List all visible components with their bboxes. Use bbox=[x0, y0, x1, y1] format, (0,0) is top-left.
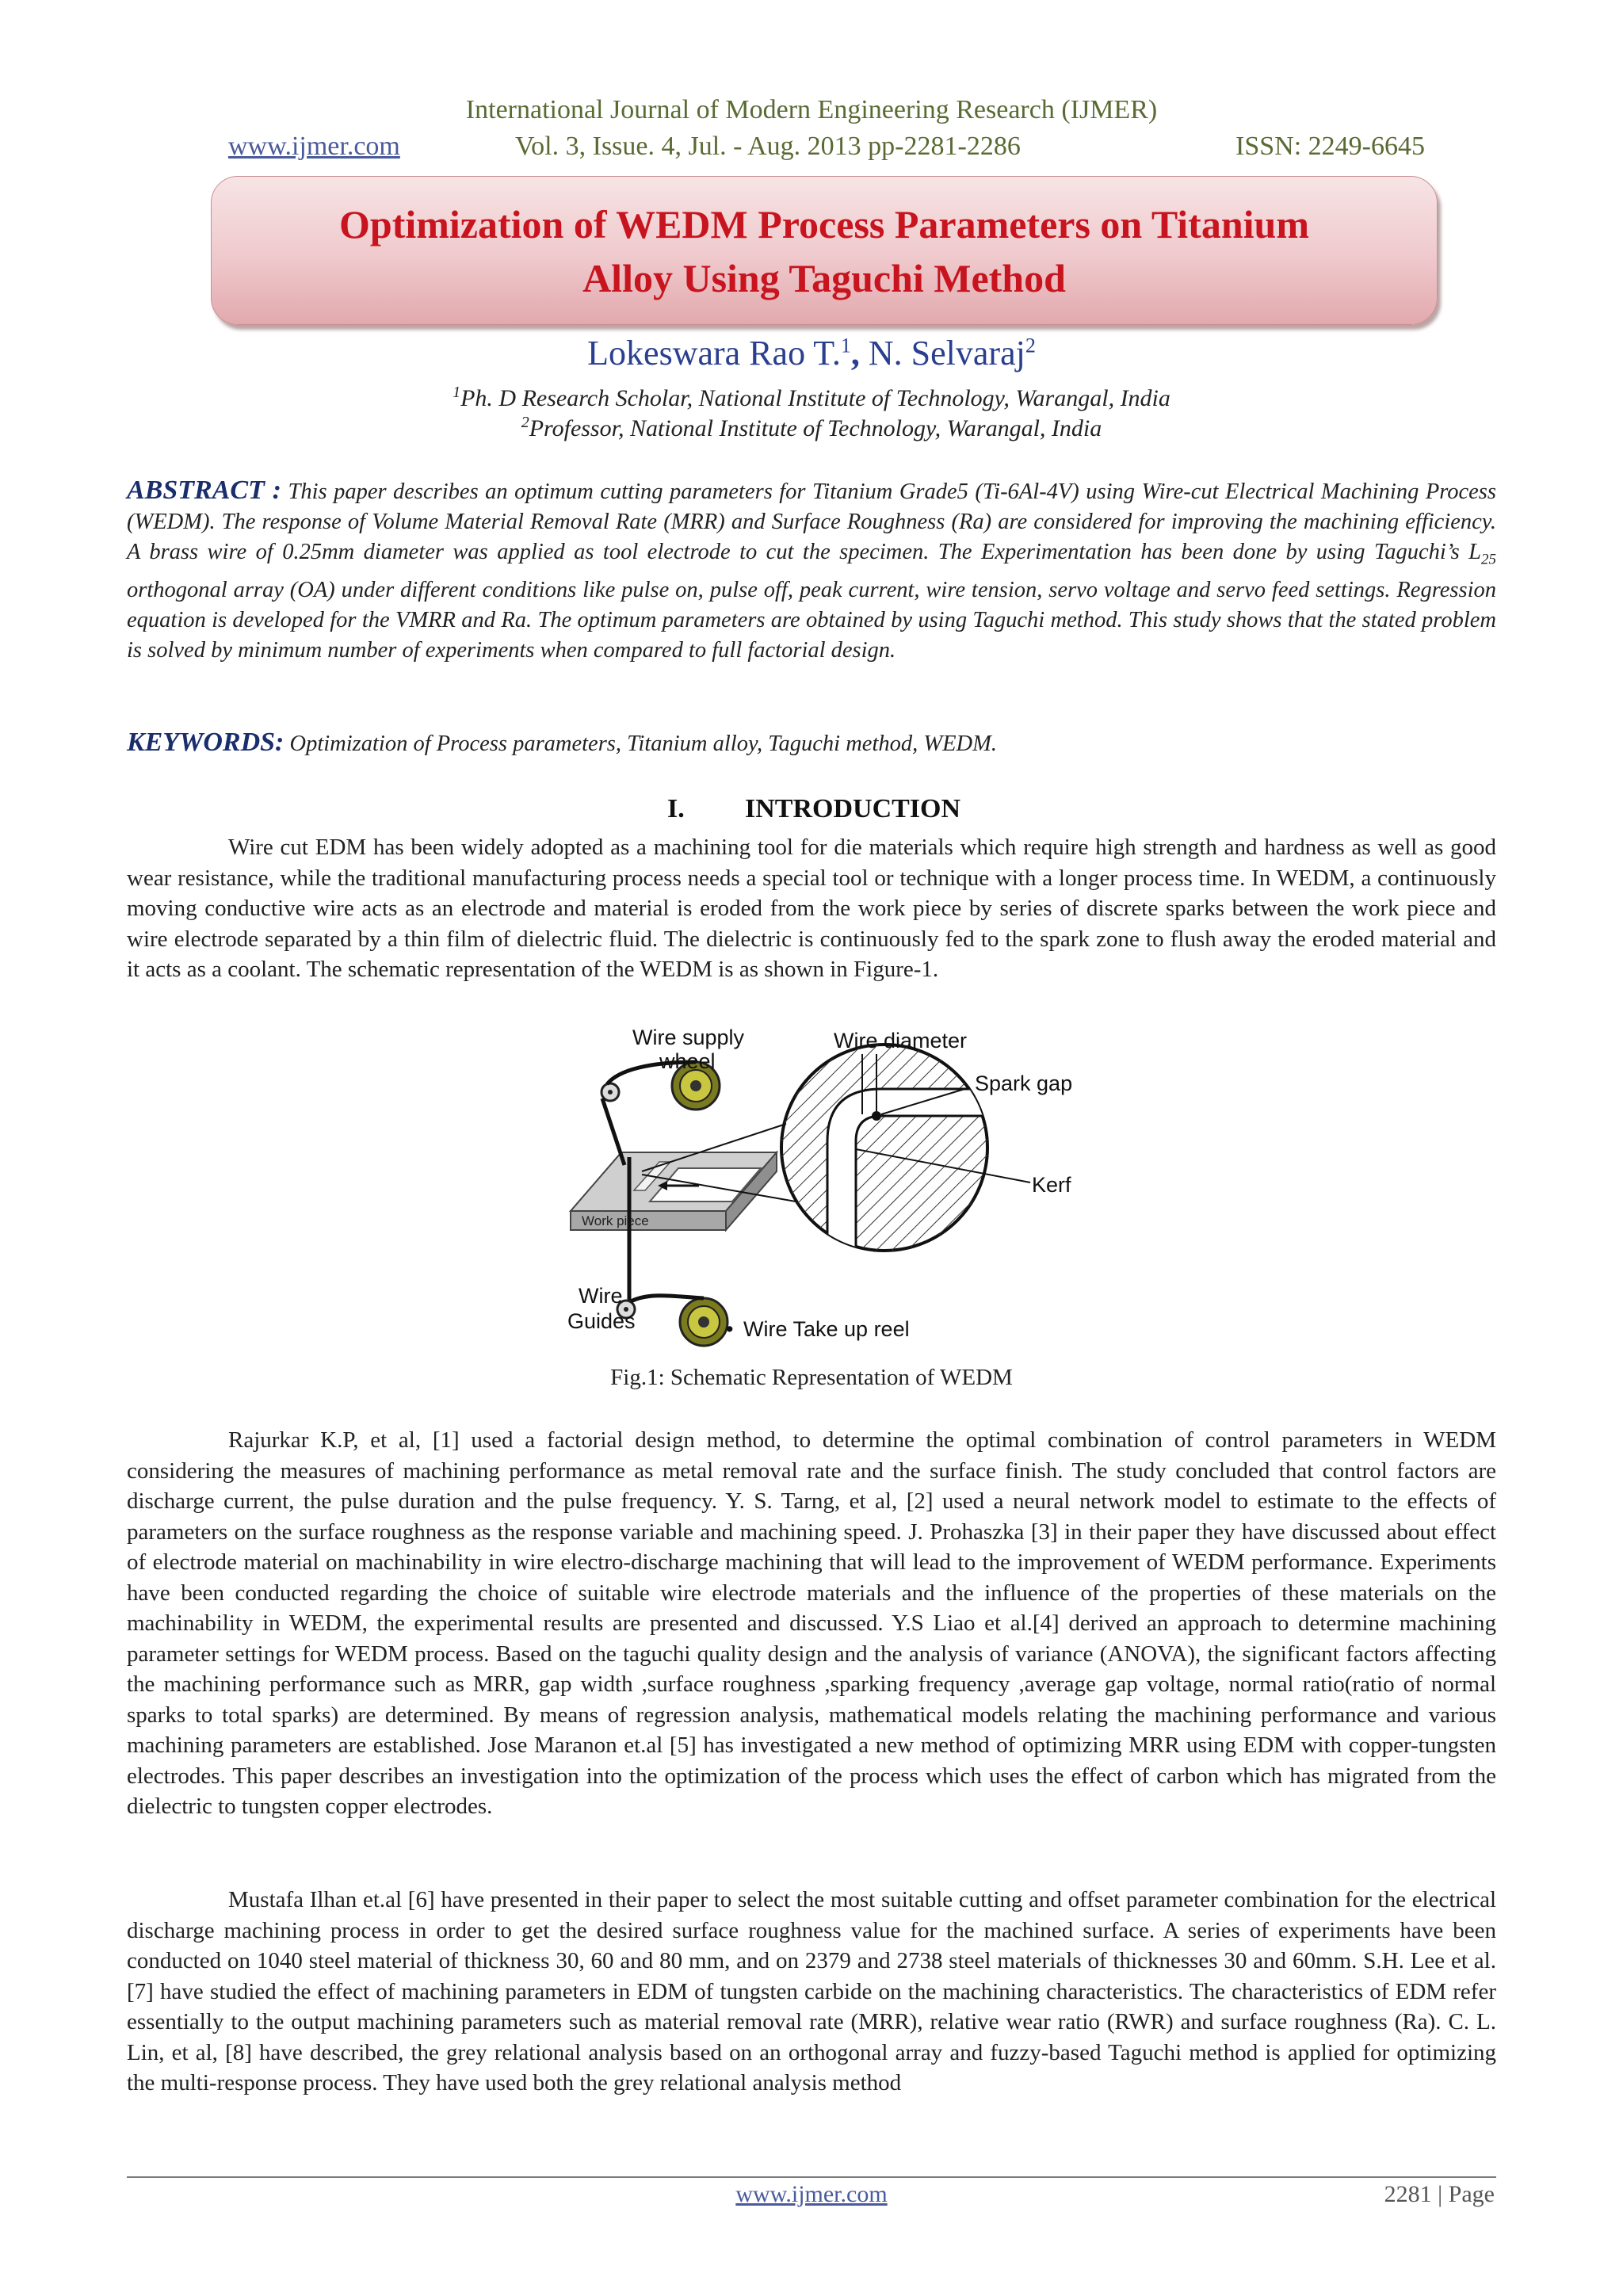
journal-issn: ISSN: 2249-6645 bbox=[1235, 132, 1425, 161]
affiliation-2-mark: 2 bbox=[521, 414, 529, 431]
intro-paragraph-2: Rajurkar K.P, et al, [1] used a factorial design method, to determine the optimal combination of control parameters in WEDM considering the measures of machining performance as metal removal rate and the surface finish. The study concluded that control factors are discharge current, the pulse duration and the pulse frequency. Y. S. Tarng, et al, [2] used a neural network model to estimate to the effects of parameters on the surface roughness as the response variable and machining speed. J. Prohaszka [3] in their paper they have discussed about effect of electrode material on machinability in wire electro-discharge machining that will lead to the improvement of WEDM performance. Experiments have been conducted regarding the choice of suitable wire electrode materials and the influence of the properties of these materials on the machinability in WEDM, the experimental results are presented and discussed. Y.S Liao et al.[4] derived an approach to determine machining parameter settings for WEDM process. Based on the taguchi quality design and the analysis of variance (ANOVA), the significant factors affecting the machining performance such as MRR, gap width ,surface roughness ,sparking frequency ,average gap voltage, normal ratio(ratio of normal sparks to total sparks) are determined. By means of regression analysis, mathematical models relating the machining performance and various machining parameters are established. Jose Maranon et.al [5] has investigated a new method of optimizing MRR using EDM with copper-tungsten electrodes. This paper describes an investigation into the optimization of the process which uses the effect of carbon which has migrated from the dielectric to tungsten copper electrodes. bbox=[127, 1427, 1496, 1819]
wedm-schematic-figure bbox=[523, 1022, 1125, 1363]
footer-url-link[interactable]: www.ijmer.com bbox=[735, 2181, 888, 2207]
keywords bbox=[127, 728, 1496, 758]
section-heading bbox=[0, 794, 1623, 829]
intro-paragraph-3: Mustafa Ilhan et.al [6] have presented in their paper to select the most suitable cutting and offset parameter combination for the electrical discharge machining process in order to get the desired surface roughness value for the machined surface. A series of experiments have been conducted on 1040 steel material of thickness 30, 60 and 80 mm, and on 2379 and 2738 steel materials of thicknesses 30 and 60mm. S.H. Lee et al. [7] have studied the effect of machining parameters in EDM of tungsten carbide on the machining characteristics. The characteristics of EDM refer essentially to the output machining parameters such as material removal rate (MRR), relative wear ratio (RWR) and surface roughness (Ra). C. L. Lin, et al, [8] have described, the grey relational analysis based on an orthogonal array and fuzzy-based Taguchi method is applied for optimizing the multi-response process. They have used both the grey relational analysis method bbox=[127, 1887, 1496, 2095]
label-wheel: wheel bbox=[659, 1049, 716, 1073]
label-take-up-reel: Wire Take up reel bbox=[743, 1317, 910, 1341]
label-kerf: Kerf bbox=[1032, 1173, 1071, 1197]
footer-page-number: 2281 | Page bbox=[1384, 2181, 1495, 2207]
affiliation-1-text: Ph. D Research Scholar, National Institute of Technology, Warangal, India bbox=[460, 385, 1170, 411]
paper-title bbox=[212, 197, 1437, 305]
section-number: I. bbox=[667, 794, 685, 823]
keywords-label: KEYWORDS: bbox=[127, 728, 285, 757]
abstract-text-1: This paper describes an optimum cutting parameters for Titanium Grade5 (Ti-6Al-4V) using Wire-cut Electrical Machining Process (WEDM). The response of Volume Material Removal Rate (MRR) and Surface Roughness (Ra) are considered for improving the machining efficiency. A brass wire of 0.25mm diameter was applied as tool electrode to cut the specimen. The Experimentation has been done by using Taguchi’s L bbox=[127, 479, 1496, 564]
label-bullet: • bbox=[726, 1317, 734, 1341]
journal-name: International Journal of Modern Engineering Research (IJMER) bbox=[465, 95, 1158, 124]
abstract-label: ABSTRACT : bbox=[127, 476, 282, 505]
label-wire-supply: Wire supply bbox=[632, 1026, 745, 1049]
author-separator: , bbox=[850, 334, 860, 372]
title-banner bbox=[211, 176, 1438, 325]
journal-volume: Vol. 3, Issue. 4, Jul. - Aug. 2013 pp-2281-2286 bbox=[515, 132, 1021, 161]
label-wire-diameter: Wire diameter bbox=[834, 1029, 968, 1052]
figure-caption: Fig.1: Schematic Representation of WEDM bbox=[610, 1365, 1013, 1390]
spark-point bbox=[872, 1111, 881, 1121]
author-1-mark: 1 bbox=[840, 334, 851, 357]
journal-url-link[interactable]: www.ijmer.com bbox=[228, 132, 400, 161]
affiliation-2 bbox=[0, 414, 1623, 442]
author-list bbox=[0, 333, 1623, 373]
affiliation-1-mark: 1 bbox=[453, 384, 461, 401]
work-piece-label: Work piece bbox=[582, 1213, 649, 1228]
paper-title-line-1: Optimization of WEDM Process Parameters on Titanium bbox=[339, 202, 1309, 246]
intro-paragraph-1: Wire cut EDM has been widely adopted as a machining tool for die materials which require high strength and hardness as well as good wear resistance, while the traditional manufacturing process needs a special tool or technique with a longer process time. In WEDM, a continuously moving conductive wire acts as an electrode and material is eroded from the work piece by series of discrete sparks between the work piece and wire electrode separated by a thin film of dielectric fluid. The dielectric is continuously fed to the spark zone to flush away the eroded material and it acts as a coolant. The schematic representation of the WEDM is as shown in Figure-1. bbox=[127, 835, 1496, 982]
label-guides: Guides bbox=[567, 1309, 636, 1333]
abstract-subscript: 25 bbox=[1481, 551, 1496, 568]
section-title: INTRODUCTION bbox=[745, 794, 961, 823]
keywords-text: Optimization of Process parameters, Titanium alloy, Taguchi method, WEDM. bbox=[284, 732, 997, 756]
author-2-mark: 2 bbox=[1025, 334, 1036, 357]
affiliation-1 bbox=[0, 384, 1623, 412]
label-wire: Wire bbox=[579, 1284, 623, 1308]
abstract bbox=[127, 476, 1496, 666]
paper-title-line-2: Alloy Using Taguchi Method bbox=[582, 256, 1066, 300]
author-2-name: N. Selvaraj bbox=[859, 334, 1025, 372]
abstract-text-2: orthogonal array (OA) under different conditions like pulse on, pulse off, peak current, wire tension, servo voltage and servo feed settings. Regression equation is developed for the VMRR and Ra. The optimum parameters are obtained by using Taguchi method. This study shows that the stated problem is solved by minimum number of experiments when compared to full factorial design. bbox=[127, 577, 1496, 663]
author-1-name: Lokeswara Rao T. bbox=[587, 334, 841, 372]
label-spark-gap: Spark gap bbox=[975, 1072, 1073, 1095]
affiliation-2-text: Professor, National Institute of Technology, Warangal, India bbox=[529, 415, 1102, 441]
journal-meta-line bbox=[228, 132, 1425, 168]
footer-rule bbox=[127, 2176, 1496, 2178]
